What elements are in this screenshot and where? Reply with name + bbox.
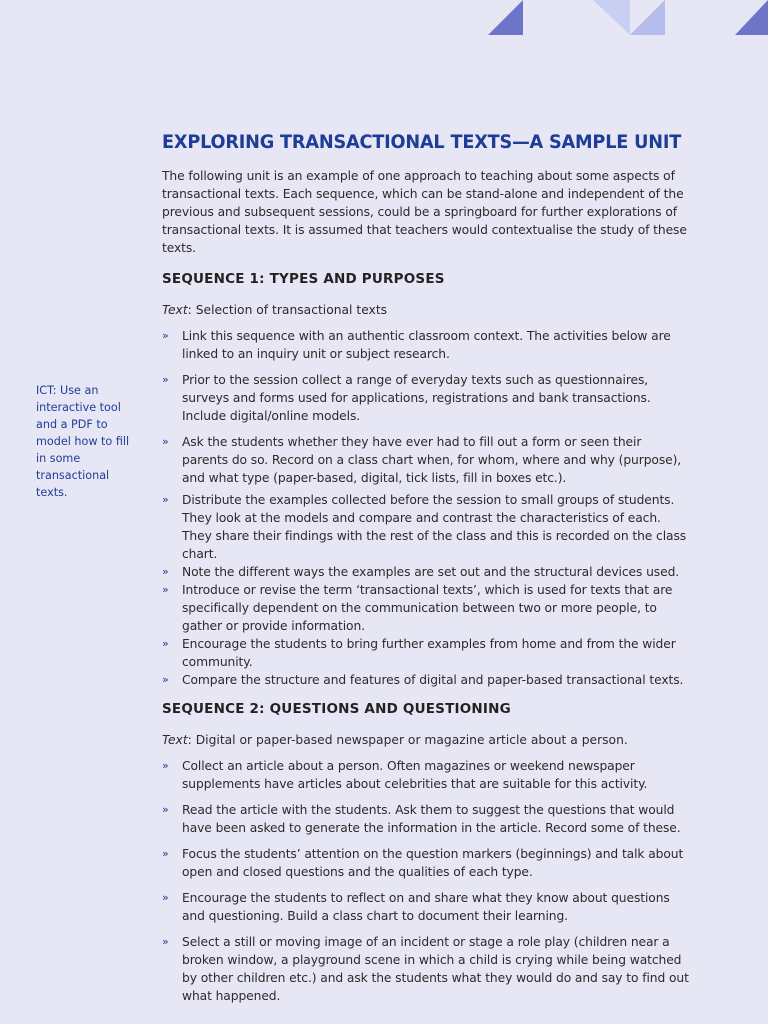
bullet-chevron-icon: » [162, 847, 169, 860]
list-item [162, 581, 690, 635]
text-label: Text [162, 733, 188, 747]
bullet-chevron-icon: » [162, 493, 169, 506]
list-item [162, 371, 690, 425]
decorative-triangle-right [735, 0, 768, 35]
bullet-chevron-icon: » [162, 565, 169, 578]
list-item-text: Focus the students’ attention on the question markers (beginnings) and talk about open and closed questions and the qualities of each type. [182, 847, 684, 879]
list-item-text: Distribute the examples collected before the session to small groups of students. They look at the models and compare and contrast the characteristics of each. They share their findings with the rest of the class and this is recorded on the class chart. [182, 493, 687, 561]
list-item [162, 433, 690, 487]
sequence-2-heading: SEQUENCE 2: QUESTIONS AND QUESTIONING [162, 701, 511, 717]
list-item [162, 757, 690, 793]
list-item-text: Select a still or moving image of an incident or stage a role play (children near a broken window, a playground scene in which a child is crying while being watched by other children etc.) and ask the students what they would do and say to find out what happened. [182, 935, 689, 1003]
list-item-text: Collect an article about a person. Often magazines or weekend newspaper supplements have articles about celebrities that are suitable for this activity. [182, 759, 648, 791]
bullet-chevron-icon: » [162, 435, 169, 448]
text-label: Text [162, 303, 188, 317]
list-item [162, 845, 690, 881]
list-item-text: Encourage the students to reflect on and share what they know about questions and questioning. Build a class chart to document their learning. [182, 891, 670, 923]
list-item [162, 889, 690, 925]
list-item [162, 635, 690, 671]
list-item [162, 801, 690, 837]
list-item-text: Prior to the session collect a range of everyday texts such as questionnaires, surveys and forms used for applications, registrations and bank transactions. Include digital/online models. [182, 373, 651, 423]
bullet-chevron-icon: » [162, 583, 169, 596]
decorative-triangle-left [488, 0, 523, 35]
intro-paragraph: The following unit is an example of one approach to teaching about some aspects of transactional texts. Each sequence, which can be stand-alone and independent of the previous and subsequent sessions, could be a springboard for further explorations of transactional texts. It is assumed that teachers would contextualise the study of these texts. [162, 169, 687, 255]
bullet-chevron-icon: » [162, 935, 169, 948]
list-item-text: Encourage the students to bring further examples from home and from the wider community. [182, 637, 676, 669]
sequence-1-list [162, 327, 690, 689]
text-value: : Digital or paper-based newspaper or magazine article about a person. [187, 733, 628, 747]
sequence-1-heading: SEQUENCE 1: TYPES AND PURPOSES [162, 271, 445, 287]
list-item [162, 327, 690, 363]
sequence-2-text-line [162, 731, 690, 749]
bullet-chevron-icon: » [162, 637, 169, 650]
list-item-text: Ask the students whether they have ever had to fill out a form or seen their parents do so. Record on a class chart when, for whom, where and why (purpose), and what type (paper-based, digital, tick lists, fill in boxes etc.). [182, 435, 682, 485]
list-item-text: Link this sequence with an authentic classroom context. The activities below are linked to an inquiry unit or subject research. [182, 329, 671, 361]
decorative-triangles-middle [593, 0, 665, 35]
bullet-chevron-icon: » [162, 373, 169, 386]
bullet-chevron-icon: » [162, 891, 169, 904]
list-item-text: Compare the structure and features of digital and paper-based transactional texts. [182, 673, 684, 687]
bullet-chevron-icon: » [162, 673, 169, 686]
bullet-chevron-icon: » [162, 759, 169, 772]
list-item-text: Read the article with the students. Ask them to suggest the questions that would have been asked to generate the information in the article. Record some of these. [182, 803, 681, 835]
list-item [162, 491, 690, 563]
bullet-chevron-icon: » [162, 803, 169, 816]
sequence-1-text-line [162, 301, 690, 319]
list-item-text: Note the different ways the examples are set out and the structural devices used. [182, 565, 680, 579]
bullet-chevron-icon: » [162, 329, 169, 342]
text-value: : Selection of transactional texts [187, 303, 388, 317]
ict-sidebar-note: ICT: Use an interactive tool and a PDF to model how to fill in some transactional texts. [36, 384, 130, 499]
sequence-2-list [162, 757, 690, 1005]
list-item [162, 933, 690, 1005]
list-item [162, 563, 690, 581]
main-content [162, 131, 690, 1005]
list-item [162, 671, 690, 689]
list-item-text: Introduce or revise the term ‘transactional texts’, which is used for texts that are specifically dependent on the communication between two or more people, to gather or provide information. [182, 583, 673, 633]
page-title: EXPLORING TRANSACTIONAL TEXTS—A SAMPLE UNIT [162, 131, 682, 153]
